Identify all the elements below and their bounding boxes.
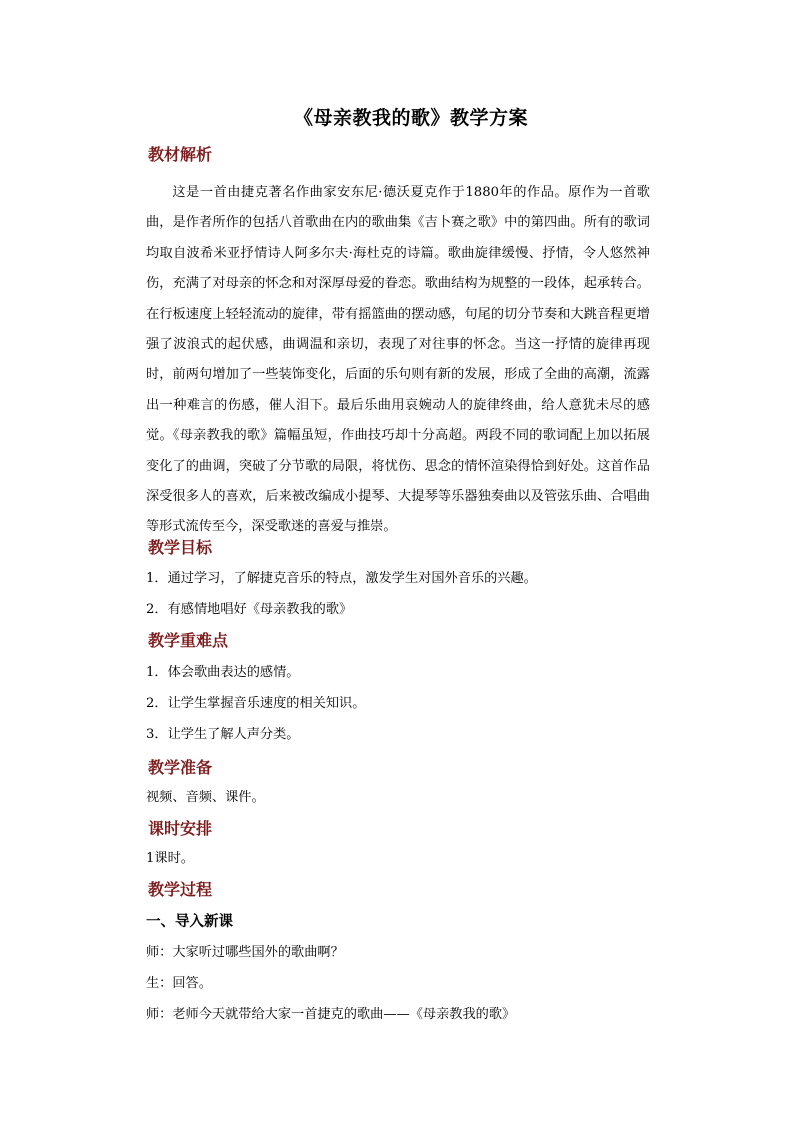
goal-item-1: 1．通过学习，了解捷克音乐的特点，激发学生对国外音乐的兴趣。: [146, 571, 537, 586]
process-subheading: 一、导入新课: [146, 913, 233, 930]
heading-key-points: 教学重难点: [148, 631, 229, 650]
key-point-item-3: 3．让学生了解人声分类。: [146, 727, 300, 742]
process-line-1: 师：大家听过哪些国外的歌曲啊？: [146, 945, 344, 960]
heading-goals: 教学目标: [148, 538, 213, 557]
heading-schedule: 课时安排: [148, 819, 213, 838]
document-title: 《母亲教我的歌》教学方案: [293, 107, 528, 129]
heading-process: 教学过程: [148, 880, 213, 899]
schedule-text: 1课时。: [146, 851, 194, 866]
heading-analysis: 教材解析: [148, 145, 213, 164]
analysis-paragraph: 这是一首由捷克著名作曲家安东尼·德沃夏克作于1880年的作品。原作为一首歌曲，是作者所作的包括八首歌曲在内的歌曲集《吉卜赛之歌》中的第四曲。所有的歌词均取自波希米亚抒情诗人阿多尔夫·海杜克的诗篇。歌曲旋律缓慢、抒情，令人悠然神伤，充满了对母亲的怀念和对深厚母爱的眷恋。歌曲结构为规整的一段体，起承转合。在行板速度上轻轻流动的旋律，带有摇篮曲的摆动感，句尾的切分节奏和大跳音程更增强了波浪式的起伏感，曲调温和亲切，表现了对往事的怀念。当这一抒情的旋律再现时，前两句增加了一些装饰变化，后面的乐句则有新的发展，形成了全曲的高潮，流露出一种难言的伤感，催人泪下。最后乐曲用哀婉动人的旋律终曲，给人意犹未尽的感觉。《母亲教我的歌》篇幅虽短，作曲技巧却十分高超。两段不同的歌词配上加以拓展变化了的曲调，突破了分节歌的局限，将忧伤、思念的情怀渲染得恰到好处。这首作品深受很多人的喜欢，后来被改编成小提琴、大提琴等乐器独奏曲以及管弦乐曲、合唱曲等形式流传至今，深受歌迷的喜爱与推崇。: [146, 185, 650, 535]
preparation-text: 视频、音频、课件。: [146, 790, 265, 805]
goal-item-2: 2．有感情地唱好《母亲教我的歌》: [146, 602, 353, 617]
process-line-2: 生：回答。: [146, 976, 212, 991]
key-point-item-2: 2．让学生掌握音乐速度的相关知识。: [146, 696, 366, 711]
key-point-item-1: 1．体会歌曲表达的感情。: [146, 665, 300, 680]
heading-preparation: 教学准备: [148, 758, 213, 777]
process-line-3: 师：老师今天就带给大家一首捷克的歌曲——《母亲教我的歌》: [146, 1007, 516, 1022]
